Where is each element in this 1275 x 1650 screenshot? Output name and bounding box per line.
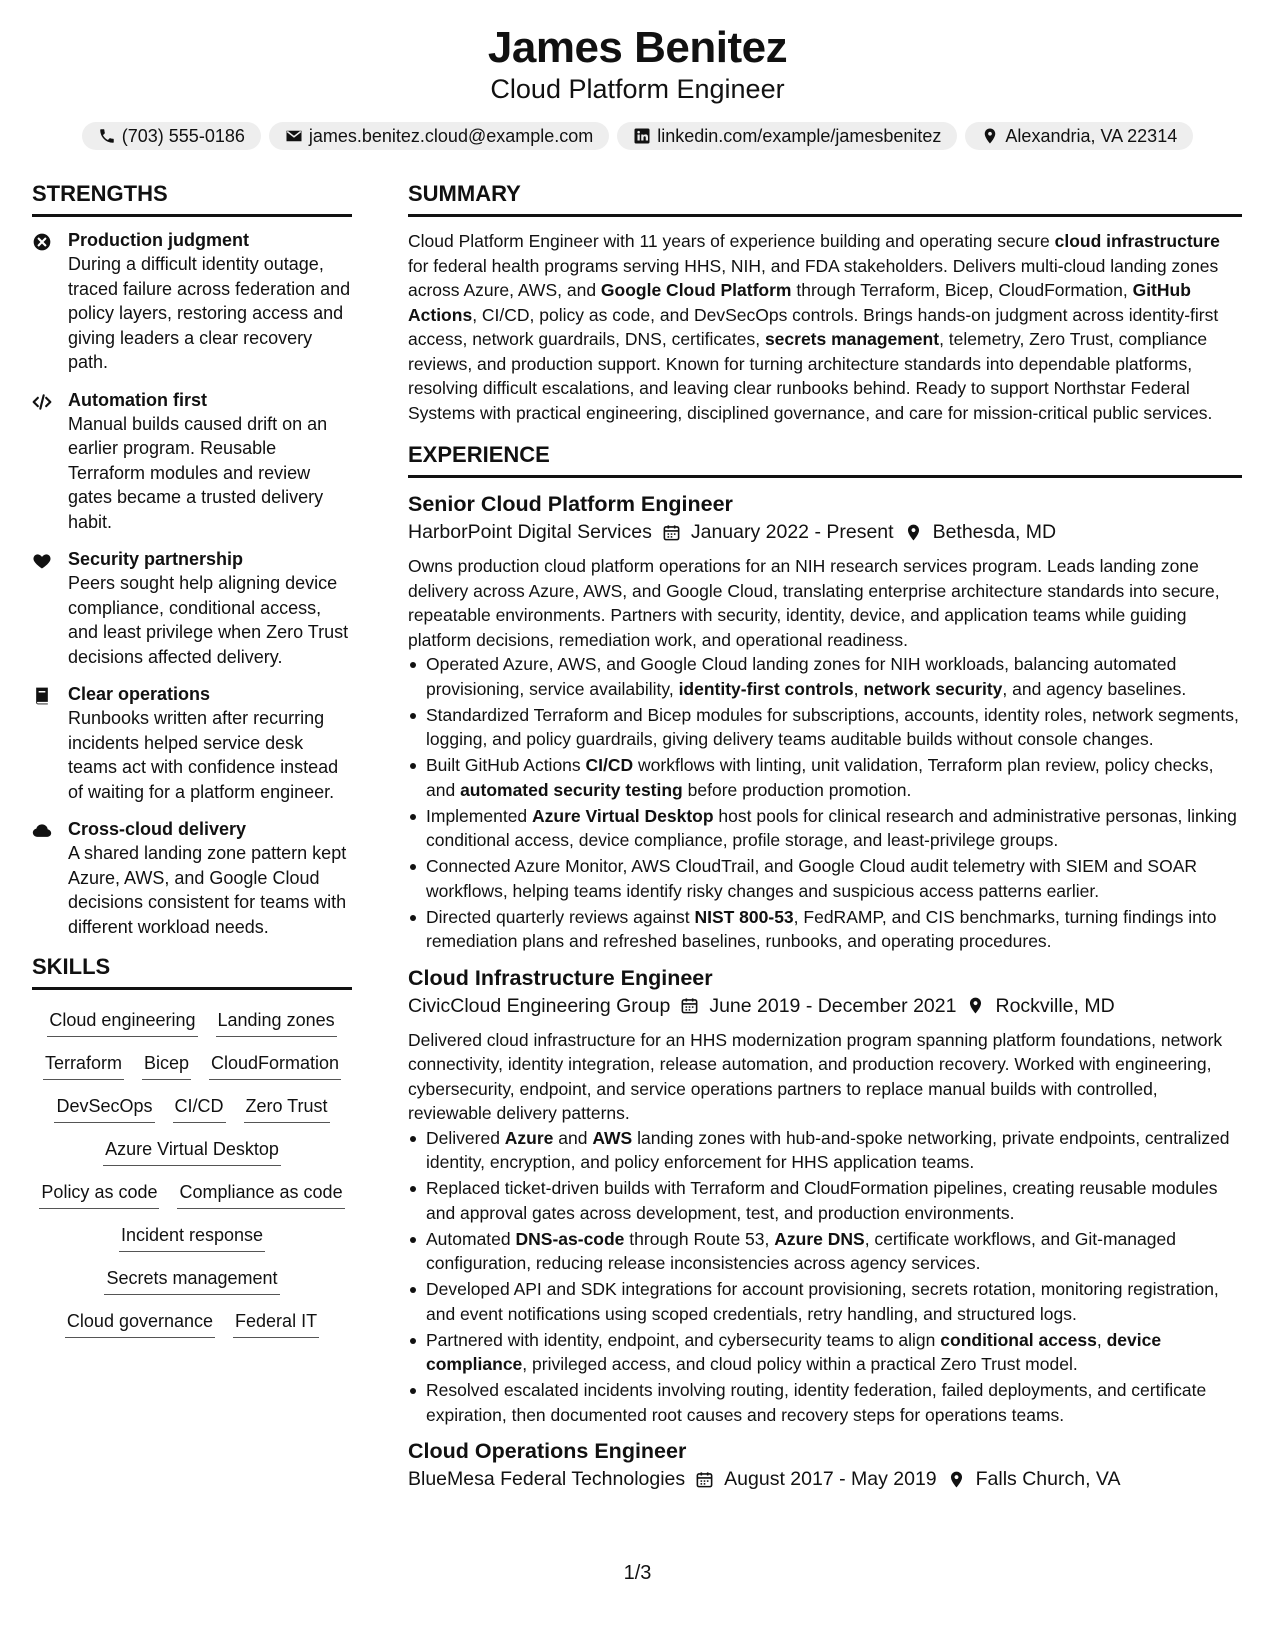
book-icon bbox=[32, 686, 52, 706]
bold-keyword: conditional access bbox=[940, 1329, 1097, 1350]
skill-tag: DevSecOps bbox=[54, 1094, 154, 1123]
strength-desc: A shared landing zone pattern kept Azure, AWS, and Google Cloud decisions consistent for teams with different workload needs. bbox=[68, 843, 347, 937]
text-run: host pools for clinical research and administrative personas, linking conditional access, device compliance, profile storage, and least-privilege groups. bbox=[426, 805, 1237, 850]
text-run: , bbox=[853, 678, 864, 699]
text-run: Operated Azure, AWS, and Google Cloud landing zones for NIH workloads, balancing automated provisioning, service availability, bbox=[426, 654, 1177, 699]
skill-tag: Secrets management bbox=[104, 1266, 279, 1295]
location-text: Alexandria, VA 22314 bbox=[1005, 125, 1178, 146]
strength-desc: During a difficult identity outage, traced failure across federation and policy layers, restoring access and giving leaders a clear recovery path. bbox=[68, 254, 351, 372]
bold-keyword: identity-first controls bbox=[678, 678, 854, 699]
text-run: through Terraform, Bicep, CloudFormation, bbox=[791, 280, 1133, 300]
job-dates: August 2017 - May 2019 bbox=[724, 1468, 937, 1490]
skill-tag: Incident response bbox=[119, 1223, 265, 1252]
bold-keyword: cloud infrastructure bbox=[1054, 231, 1220, 251]
bold-keyword: automated security testing bbox=[460, 779, 683, 800]
skill-tag: Terraform bbox=[43, 1051, 124, 1080]
calendar-icon bbox=[695, 1470, 714, 1489]
text-run: Partnered with identity, endpoint, and cybersecurity teams to align bbox=[426, 1329, 941, 1350]
email-text: james.benitez.cloud@example.com bbox=[308, 125, 594, 146]
bold-keyword: network security bbox=[863, 678, 1003, 699]
job-dates: January 2022 - Present bbox=[690, 521, 894, 543]
bullet-item bbox=[408, 753, 1242, 802]
summary-text bbox=[408, 229, 1242, 425]
text-run: Automated bbox=[426, 1228, 516, 1249]
text-run: , certificate workflows, and Git-managed configuration, reducing release inconsistencies across agency services. bbox=[426, 1228, 1176, 1273]
strength-item bbox=[32, 389, 352, 535]
skill-tag: Cloud engineering bbox=[47, 1008, 197, 1037]
job-dates: June 2019 - December 2021 bbox=[709, 994, 957, 1017]
bold-keyword: NIST 800-53 bbox=[694, 906, 794, 927]
strength-item bbox=[32, 548, 352, 669]
job-bullets bbox=[408, 652, 1242, 954]
calendar-icon bbox=[662, 523, 681, 542]
text-run: Built GitHub Actions bbox=[426, 755, 586, 775]
skill-tag: Landing zones bbox=[216, 1008, 337, 1037]
skill-tag: Policy as code bbox=[39, 1180, 159, 1209]
bold-keyword: Azure DNS bbox=[774, 1228, 865, 1249]
job-meta bbox=[408, 518, 1242, 546]
text-run: , privileged access, and cloud policy within a practical Zero Trust model. bbox=[522, 1354, 1078, 1374]
text-run: through Route 53, bbox=[624, 1228, 775, 1249]
job-meta bbox=[408, 992, 1242, 1020]
cloud-icon bbox=[32, 821, 52, 841]
bullet-item bbox=[408, 1176, 1242, 1225]
cancel-circle-icon bbox=[32, 232, 52, 252]
bullet-item bbox=[408, 1227, 1242, 1276]
bold-keyword: device compliance bbox=[426, 1329, 1162, 1374]
job-location: Rockville, MD bbox=[995, 994, 1115, 1017]
skills-list bbox=[32, 1002, 352, 1338]
job-entry bbox=[408, 490, 1242, 954]
text-run: Directed quarterly reviews against bbox=[426, 906, 695, 927]
contact-bar bbox=[0, 122, 1275, 150]
job-summary: Delivered cloud infrastructure for an HHS modernization program spanning platform foundations, network connectivity, identity integration, release automation, and production recovery. Worked with engineering, cybersecurity, endpoint, and service operations partners to replace manual builds with controlled, reviewable delivery patterns. bbox=[408, 1029, 1223, 1123]
location-chip bbox=[965, 122, 1193, 150]
map-pin-icon bbox=[904, 523, 923, 542]
bold-keyword: CI/CD bbox=[585, 755, 634, 775]
summary-heading: SUMMARY bbox=[408, 180, 1242, 217]
phone-chip[interactable] bbox=[82, 122, 261, 150]
job-entry bbox=[408, 1437, 1242, 1493]
experience-list bbox=[408, 490, 1242, 1493]
phone-text: (703) 555-0186 bbox=[121, 125, 245, 146]
skill-tag: Cloud governance bbox=[65, 1309, 215, 1338]
candidate-title: Cloud Platform Engineer bbox=[490, 74, 785, 104]
job-title: Cloud Infrastructure Engineer bbox=[408, 965, 713, 990]
bullet-item bbox=[408, 1378, 1242, 1427]
strength-desc: Peers sought help aligning device compliance, conditional access, and least privilege when Zero Trust decisions affected delivery. bbox=[68, 573, 349, 667]
bullet-item bbox=[408, 854, 1242, 903]
skill-tag: CI/CD bbox=[173, 1094, 226, 1123]
code-icon bbox=[32, 392, 52, 412]
map-pin-icon bbox=[947, 1470, 966, 1489]
bold-keyword: Azure Virtual Desktop bbox=[532, 805, 714, 826]
bold-keyword: GitHub Actions bbox=[408, 280, 1191, 325]
strength-title: Cross-cloud delivery bbox=[68, 819, 247, 839]
email-chip[interactable] bbox=[269, 122, 609, 150]
text-run: , and agency baselines. bbox=[1002, 678, 1187, 699]
strength-item bbox=[32, 229, 352, 375]
skills-heading: SKILLS bbox=[32, 953, 352, 990]
text-run: , bbox=[1096, 1329, 1107, 1350]
text-run: , CI/CD, policy as code, and DevSecOps controls. Brings hands-on judgment across identity-first access, network guardrails, DNS, certificates, bbox=[408, 304, 1219, 349]
left-column bbox=[32, 180, 352, 1338]
phone-icon bbox=[98, 127, 116, 145]
job-location: Falls Church, VA bbox=[975, 1468, 1121, 1490]
bold-keyword: Google Cloud Platform bbox=[600, 280, 792, 300]
bullet-item bbox=[408, 1277, 1242, 1326]
experience-heading: EXPERIENCE bbox=[408, 441, 1242, 478]
text-run: , FedRAMP, and CIS benchmarks, turning findings into remediation plans and refreshed baselines, runbooks, and operating procedures. bbox=[426, 906, 1217, 951]
job-entry bbox=[408, 964, 1242, 1428]
text-run: , telemetry, Zero Trust, compliance reviews, and production support. Known for turning architecture standards into dependable platforms, resolving difficult escalations, and leaving clear runbooks behind. Ready to support Northstar Federal Systems with practical engineering, disciplined governance, and care for mission-critical public services. bbox=[408, 329, 1213, 423]
strength-desc: Runbooks written after recurring incidents helped service desk teams act with confidence instead of waiting for a platform engineer. bbox=[68, 708, 339, 802]
text-run: Developed API and SDK integrations for account provisioning, secrets rotation, monitoring registration, and event notifications using scoped credentials, retry handling, and structured logs. bbox=[426, 1279, 1219, 1324]
text-run: Connected Azure Monitor, AWS CloudTrail, and Google Cloud audit telemetry with SIEM and SOAR workflows, helping teams identify risky changes and suspicious access patterns earlier. bbox=[426, 856, 1198, 901]
bold-keyword: Azure bbox=[504, 1127, 554, 1148]
map-pin-icon bbox=[981, 127, 999, 145]
strength-title: Clear operations bbox=[68, 684, 211, 704]
skill-tag: Compliance as code bbox=[177, 1180, 344, 1209]
job-meta bbox=[408, 1465, 1242, 1493]
bullet-item bbox=[408, 1328, 1242, 1377]
text-run: landing zones with hub-and-spoke networking, private endpoints, centralized identity, encryption, and policy enforcement for HHS application teams. bbox=[426, 1127, 1230, 1172]
text-run: Delivered bbox=[426, 1127, 505, 1148]
resume-header bbox=[0, 22, 1275, 150]
bold-keyword: AWS bbox=[592, 1127, 633, 1148]
bullet-item bbox=[408, 703, 1242, 752]
bold-keyword: DNS-as-code bbox=[515, 1228, 625, 1249]
strength-item bbox=[32, 818, 352, 939]
linkedin-chip[interactable] bbox=[617, 122, 957, 150]
text-run: Implemented bbox=[426, 805, 533, 826]
skill-tag: Zero Trust bbox=[244, 1094, 330, 1123]
job-company: BlueMesa Federal Technologies bbox=[408, 1468, 686, 1490]
text-run: Cloud Platform Engineer with 11 years of experience building and operating secure bbox=[408, 231, 1055, 251]
skill-tag: CloudFormation bbox=[209, 1051, 341, 1080]
job-location: Bethesda, MD bbox=[932, 521, 1057, 543]
strength-desc: Manual builds caused drift on an earlier program. Reusable Terraform modules and review gates became a trusted delivery habit. bbox=[68, 413, 328, 532]
job-bullets bbox=[408, 1126, 1242, 1428]
job-summary: Owns production cloud platform operations for an NIH research services program. Leads landing zone delivery across Azure, AWS, and Google Cloud, translating enterprise architecture standards into secure, repeatable environments. Partners with security, identity, device, and application teams while guiding platform decisions, remediation work, and operational readiness. bbox=[408, 556, 1220, 650]
map-pin-icon bbox=[966, 996, 985, 1015]
text-run: for federal health programs serving HHS, NIH, and FDA stakeholders. Delivers multi-cloud landing zones across Azure, AWS, and bbox=[408, 255, 1219, 300]
job-company: CivicCloud Engineering Group bbox=[408, 994, 671, 1017]
text-run: before production promotion. bbox=[682, 779, 912, 800]
text-run: and bbox=[553, 1127, 593, 1148]
bullet-item bbox=[408, 652, 1242, 701]
candidate-name: James Benitez bbox=[487, 23, 788, 72]
strength-title: Automation first bbox=[68, 389, 207, 410]
job-title: Senior Cloud Platform Engineer bbox=[408, 492, 733, 516]
calendar-icon bbox=[680, 996, 699, 1015]
email-icon bbox=[285, 127, 303, 145]
text-run: Resolved escalated incidents involving routing, identity federation, failed deployments, and certificate expiration, then documented root causes and recovery steps for operations teams. bbox=[426, 1380, 1207, 1425]
page-number: 1/3 bbox=[623, 1562, 652, 1584]
strength-item bbox=[32, 683, 352, 804]
bullet-item bbox=[408, 1126, 1242, 1175]
strengths-heading: STRENGTHS bbox=[32, 180, 352, 217]
linkedin-icon bbox=[633, 127, 651, 145]
skill-tag: Bicep bbox=[142, 1051, 191, 1080]
bold-keyword: secrets management bbox=[764, 329, 940, 349]
strength-title: Production judgment bbox=[68, 230, 249, 250]
bullet-item bbox=[408, 905, 1242, 954]
job-title: Cloud Operations Engineer bbox=[408, 1439, 687, 1463]
job-company: HarborPoint Digital Services bbox=[408, 521, 652, 543]
skill-tag: Azure Virtual Desktop bbox=[103, 1137, 281, 1166]
heart-icon bbox=[32, 551, 52, 571]
text-run: Replaced ticket-driven builds with Terraform and CloudFormation pipelines, creating reusable modules and approval gates across development, test, and production environments. bbox=[426, 1178, 1218, 1223]
text-run: Standardized Terraform and Bicep modules for subscriptions, accounts, identity roles, network segments, logging, and policy guardrails, giving delivery teams auditable builds without console changes. bbox=[426, 704, 1239, 749]
bullet-item bbox=[408, 804, 1242, 853]
right-column bbox=[408, 180, 1242, 1501]
skill-tag: Federal IT bbox=[233, 1309, 319, 1338]
linkedin-text: linkedin.com/example/jamesbenitez bbox=[657, 125, 942, 146]
strength-title: Security partnership bbox=[68, 549, 244, 569]
text-run: workflows with linting, unit validation, Terraform plan review, policy checks, and bbox=[426, 755, 1214, 800]
